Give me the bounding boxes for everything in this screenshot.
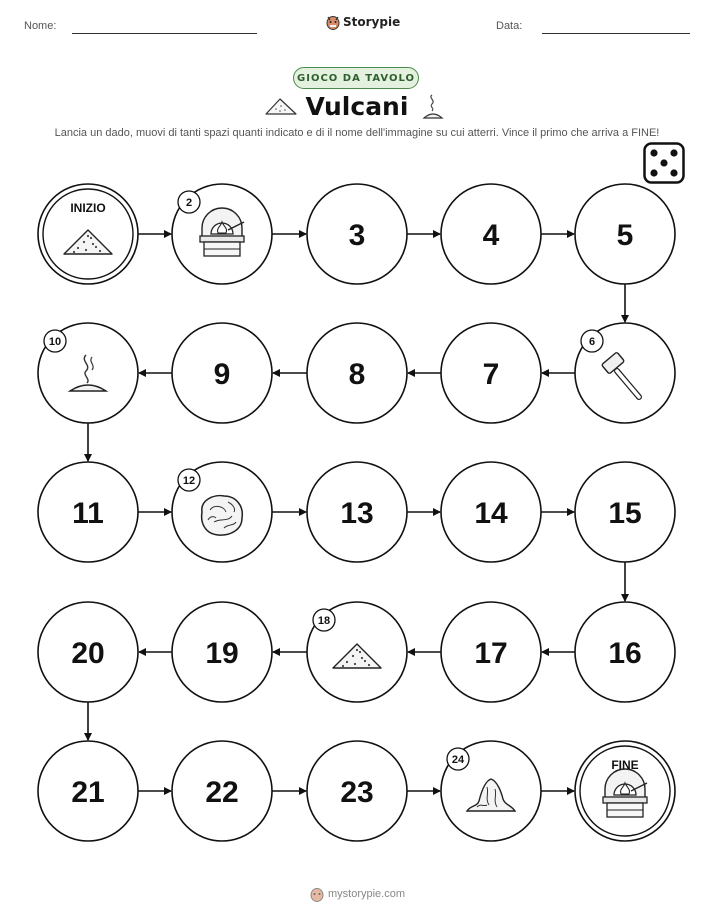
- space-number: 9: [213, 358, 231, 391]
- board-space: [441, 184, 541, 284]
- footer-url: mystorypie.com: [328, 888, 406, 900]
- forge-icon: [200, 208, 244, 256]
- name-label: Nome:: [24, 20, 57, 32]
- mascot-icon: [310, 886, 324, 902]
- space-number: 18: [317, 615, 331, 627]
- space-number-badge: [313, 609, 335, 631]
- date-label: Data:: [496, 20, 523, 32]
- board-space: [575, 323, 675, 423]
- board-space: [172, 602, 272, 702]
- instructions: Lancia un dado, muovi di tanti spazi quanti indicato e di il nome dell'immagine su cui atterri. Vince il primo che arriva a FINE!: [54, 127, 660, 139]
- board-space: [441, 462, 541, 562]
- space-number: 8: [348, 358, 366, 391]
- lava-rock-icon: [202, 496, 243, 535]
- board-space: [307, 741, 407, 841]
- space-number: 17: [474, 637, 508, 670]
- space-number: 6: [588, 336, 596, 348]
- board-space: [307, 323, 407, 423]
- board-space: [575, 184, 675, 284]
- board-space: [575, 602, 675, 702]
- board-space: [441, 323, 541, 423]
- space-label: FINE: [611, 758, 639, 772]
- space-number: 16: [608, 637, 642, 670]
- space-number: 13: [340, 497, 374, 530]
- space-number-badge: [581, 330, 603, 352]
- space-number: 22: [205, 776, 239, 809]
- space-number: 5: [616, 219, 634, 252]
- space-number: 20: [71, 637, 105, 670]
- space-number: 21: [71, 776, 105, 809]
- board-space: [38, 602, 138, 702]
- board-space: [307, 602, 407, 702]
- board-space: [172, 741, 272, 841]
- board-space: [172, 462, 272, 562]
- space-number: 15: [608, 497, 642, 530]
- board-space: [38, 462, 138, 562]
- space-number: 11: [72, 497, 104, 530]
- board-space: [307, 462, 407, 562]
- game-type-badge: GIOCO DA TAVOLO: [293, 67, 419, 89]
- page-title: Vulcani: [305, 92, 409, 121]
- space-number: 2: [185, 197, 193, 209]
- space-number: 24: [451, 754, 465, 766]
- space-number: 10: [48, 336, 62, 348]
- board-space: [172, 323, 272, 423]
- board-space: [38, 741, 138, 841]
- space-number-badge: [178, 191, 200, 213]
- board-space: [441, 602, 541, 702]
- space-number-badge: [178, 469, 200, 491]
- board-space: [441, 741, 541, 841]
- start-space: [38, 184, 138, 284]
- space-number: 4: [482, 219, 500, 252]
- board-space: [307, 184, 407, 284]
- space-number: 7: [482, 358, 500, 391]
- space-number: 19: [205, 637, 239, 670]
- board-space: [575, 462, 675, 562]
- footer: [310, 886, 405, 902]
- forge-icon: [603, 769, 647, 817]
- board-space: [38, 323, 138, 423]
- space-number-badge: [44, 330, 66, 352]
- space-number: 3: [348, 219, 366, 252]
- space-number: 14: [474, 497, 508, 530]
- space-number: 23: [340, 776, 374, 809]
- brand-name: Storypie: [343, 15, 401, 29]
- board-space: [172, 184, 272, 284]
- space-number-badge: [447, 748, 469, 770]
- space-label: INIZIO: [70, 201, 106, 215]
- space-number: 12: [182, 475, 196, 487]
- finish-space: [575, 741, 675, 841]
